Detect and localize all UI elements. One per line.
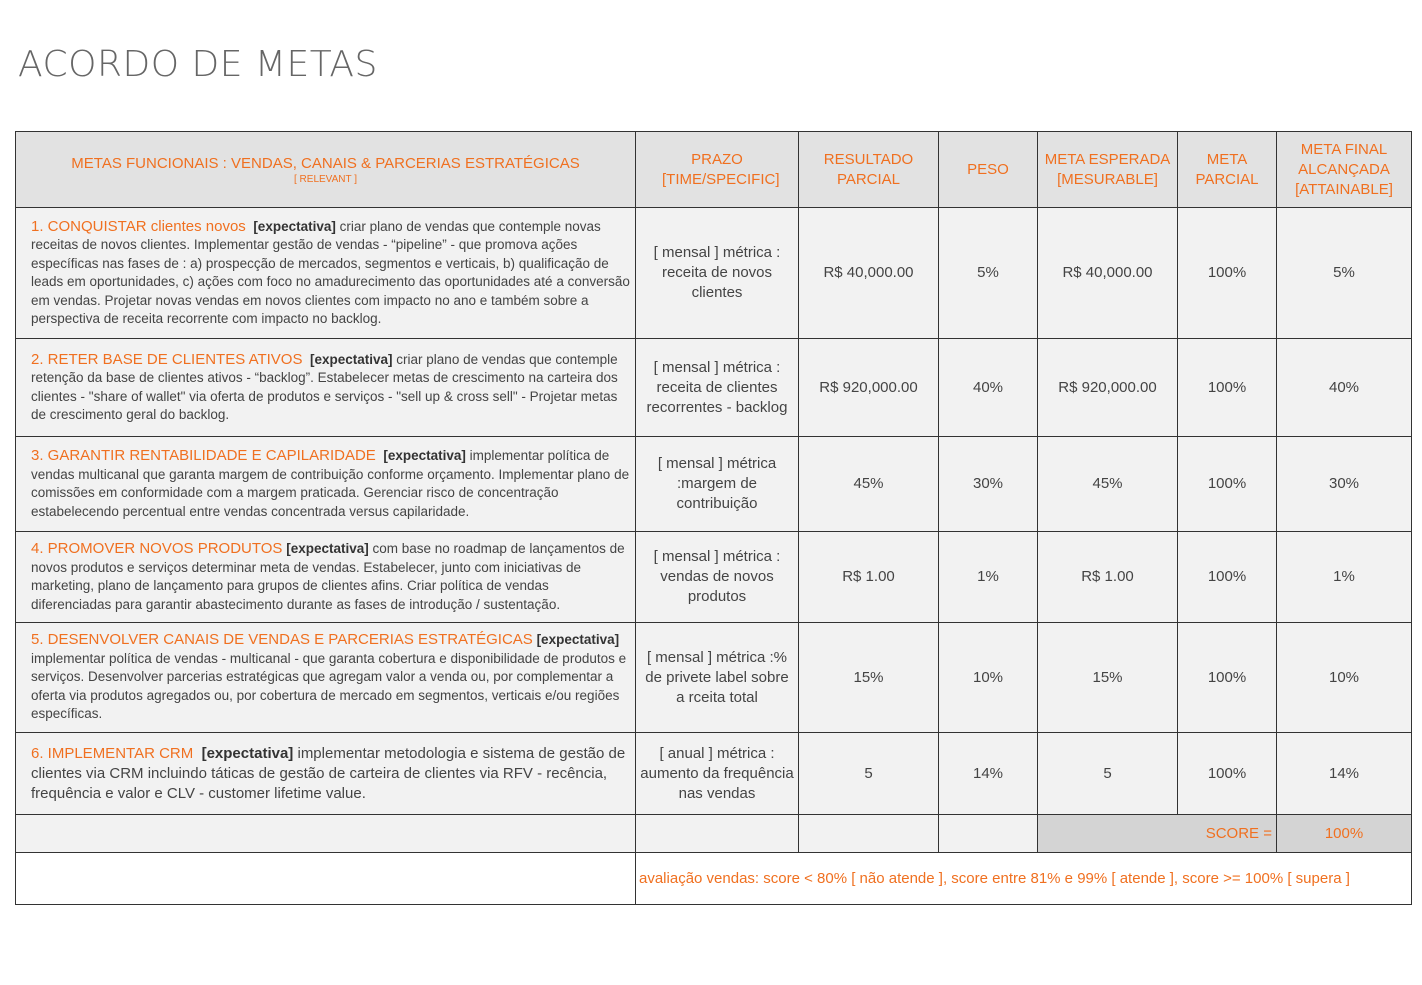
goal-prazo: [ mensal ] métrica : receita de clientes recorrentes - backlog (636, 339, 799, 437)
goal-meta-esperada: 15% (1038, 623, 1178, 733)
goal-prazo: [ mensal ] métrica : receita de novos clientes (636, 208, 799, 339)
goal-text: implementar política de vendas multicanal que garanta margem de contribuição conforme orçamento. Implementar plano de comissões em conformidade com a margem praticada. Gerenciar risco de concentração estabelecendo percentual entre vendas concentrada versus capilaridade. (31, 448, 630, 519)
header-metas-sub: [ RELEVANT ] (294, 173, 357, 185)
header-resultado: RESULTADO PARCIAL (799, 132, 939, 208)
goal-prazo: [ mensal ] métrica :margem de contribuição (636, 437, 799, 532)
goal-description (16, 532, 636, 623)
goal-description (16, 623, 636, 733)
goal-meta-final: 14% (1277, 733, 1412, 815)
score-blank-cell (799, 815, 939, 853)
goal-meta-parcial: 100% (1178, 208, 1277, 339)
goal-meta-parcial: 100% (1178, 437, 1277, 532)
table-row (16, 532, 1412, 623)
table-row (16, 437, 1412, 532)
score-blank-cell (16, 815, 636, 853)
goal-peso: 10% (939, 623, 1038, 733)
goal-title: 2. RETER BASE DE CLIENTES ATIVOS (31, 350, 303, 368)
goal-meta-esperada: 45% (1038, 437, 1178, 532)
goal-meta-esperada: 5 (1038, 733, 1178, 815)
goal-prazo: [ anual ] métrica : aumento da frequência nas vendas (636, 733, 799, 815)
goal-meta-esperada: R$ 40,000.00 (1038, 208, 1178, 339)
goal-peso: 40% (939, 339, 1038, 437)
goal-resultado: R$ 40,000.00 (799, 208, 939, 339)
header-meta-parcial: META PARCIAL (1178, 132, 1277, 208)
page-title: ACORDO DE METAS (18, 44, 378, 85)
goal-peso: 14% (939, 733, 1038, 815)
goal-tag: [expectativa] (309, 351, 393, 367)
header-meta-final: META FINAL ALCANÇADA [ATTAINABLE] (1277, 132, 1412, 208)
goal-title: 3. GARANTIR RENTABILIDADE E CAPILARIDADE (31, 447, 376, 464)
score-row (16, 815, 1412, 853)
goal-resultado: R$ 920,000.00 (799, 339, 939, 437)
goal-tag: [expectativa] (201, 744, 294, 762)
goal-tag: [expectativa] (286, 541, 369, 556)
header-meta-esperada: META ESPERADA [MESURABLE] (1038, 132, 1178, 208)
goal-title: 4. PROMOVER NOVOS PRODUTOS (31, 540, 283, 557)
goal-title: 6. IMPLEMENTAR CRM (31, 744, 194, 762)
goals-table (15, 131, 1412, 905)
goal-description (16, 733, 636, 815)
goal-prazo: [ mensal ] métrica :% de privete label sobre a rceita total (636, 623, 799, 733)
goal-meta-final: 40% (1277, 339, 1412, 437)
goal-tag: [expectativa] (536, 632, 620, 648)
header-metas (16, 132, 636, 208)
goal-text: criar plano de vendas que contemple retenção da base de clientes ativos - “backlog”. Estabelecer metas de crescimento na carteira dos clientes - "share of wallet" via oferta de produtos e serviços - "sell up & cross sell" - Projetar metas de crescimento geral do backlog. (31, 351, 618, 422)
score-blank-cell (636, 815, 799, 853)
header-prazo: PRAZO [TIME/SPECIFIC] (636, 132, 799, 208)
goal-meta-esperada: R$ 920,000.00 (1038, 339, 1178, 437)
goal-meta-parcial: 100% (1178, 532, 1277, 623)
goal-resultado: 15% (799, 623, 939, 733)
goal-meta-final: 1% (1277, 532, 1412, 623)
score-blank-cell (939, 815, 1038, 853)
evaluation-blank-cell (16, 853, 636, 905)
score-label: SCORE = (1038, 815, 1277, 853)
goal-meta-parcial: 100% (1178, 623, 1277, 733)
table-row (16, 623, 1412, 733)
goal-peso: 5% (939, 208, 1038, 339)
table-row (16, 733, 1412, 815)
goal-description (16, 208, 636, 339)
goal-meta-parcial: 100% (1178, 339, 1277, 437)
table-row (16, 208, 1412, 339)
goal-text: com base no roadmap de lançamentos de novos produtos e serviços determinar meta de vendas. Estabelecer, junto com iniciativas de marketing, plano de lançamento para grupos de clientes afins. Criar política de vendas diferenciadas para garantir abastecimento durante as fases de introdução / sustentação. (31, 541, 625, 612)
goal-meta-final: 5% (1277, 208, 1412, 339)
score-value: 100% (1277, 815, 1412, 853)
goal-text: implementar política de vendas - multicanal - que garanta cobertura e disponibilidade de produtos e serviços. Desenvolver parcerias estratégicas que agregam valor a venda ou, por complementar a oferta via produtos agregados ou, por cobertura de mercado em segmentos, verticais e/ou regiões específicas. (31, 650, 627, 722)
goal-title: 5. DESENVOLVER CANAIS DE VENDAS E PARCERIAS ESTRATÉGICAS (31, 631, 533, 649)
goal-peso: 30% (939, 437, 1038, 532)
goal-text: criar plano de vendas que contemple novas receitas de novos clientes. Implementar gestão de vendas - “pipeline” - que promova ações específicas nas fases de : a) prospecção de mercados, segmentos e verticais, b) qualificação de leads em oportunidades, c) ações com foco no amadurecimento das oportunidades até a conversão em vendas. Projetar novas vendas em novos clientes com impacto no ano e também sobre a perspectiva de receita recorrente com impacto no backlog. (31, 218, 630, 326)
goal-meta-parcial: 100% (1178, 733, 1277, 815)
goal-resultado: R$ 1.00 (799, 532, 939, 623)
goal-title: 1. CONQUISTAR clientes novos (31, 217, 246, 235)
evaluation-text: avaliação vendas: score < 80% [ não atende ], score entre 81% e 99% [ atende ], score >= 100% [ supera ] (636, 853, 1412, 905)
goal-meta-final: 10% (1277, 623, 1412, 733)
goal-resultado: 5 (799, 733, 939, 815)
goal-text: implementar metodologia e sistema de gestão de clientes via CRM incluindo táticas de gestão de carteira de clientes via RFV - recência, frequência e valor e CLV - customer lifetime value. (31, 744, 626, 802)
goal-meta-final: 30% (1277, 437, 1412, 532)
goal-peso: 1% (939, 532, 1038, 623)
header-metas-title: METAS FUNCIONAIS : VENDAS, CANAIS & PARCERIAS ESTRATÉGICAS (71, 154, 580, 172)
goal-description (16, 437, 636, 532)
goal-meta-esperada: R$ 1.00 (1038, 532, 1178, 623)
header-peso: PESO (939, 132, 1038, 208)
goal-tag: [expectativa] (253, 218, 336, 234)
goal-prazo: [ mensal ] métrica : vendas de novos produtos (636, 532, 799, 623)
goal-resultado: 45% (799, 437, 939, 532)
goal-tag: [expectativa] (383, 448, 466, 463)
table-row (16, 339, 1412, 437)
table-header-row (16, 132, 1412, 208)
evaluation-row (16, 853, 1412, 905)
goal-description (16, 339, 636, 437)
